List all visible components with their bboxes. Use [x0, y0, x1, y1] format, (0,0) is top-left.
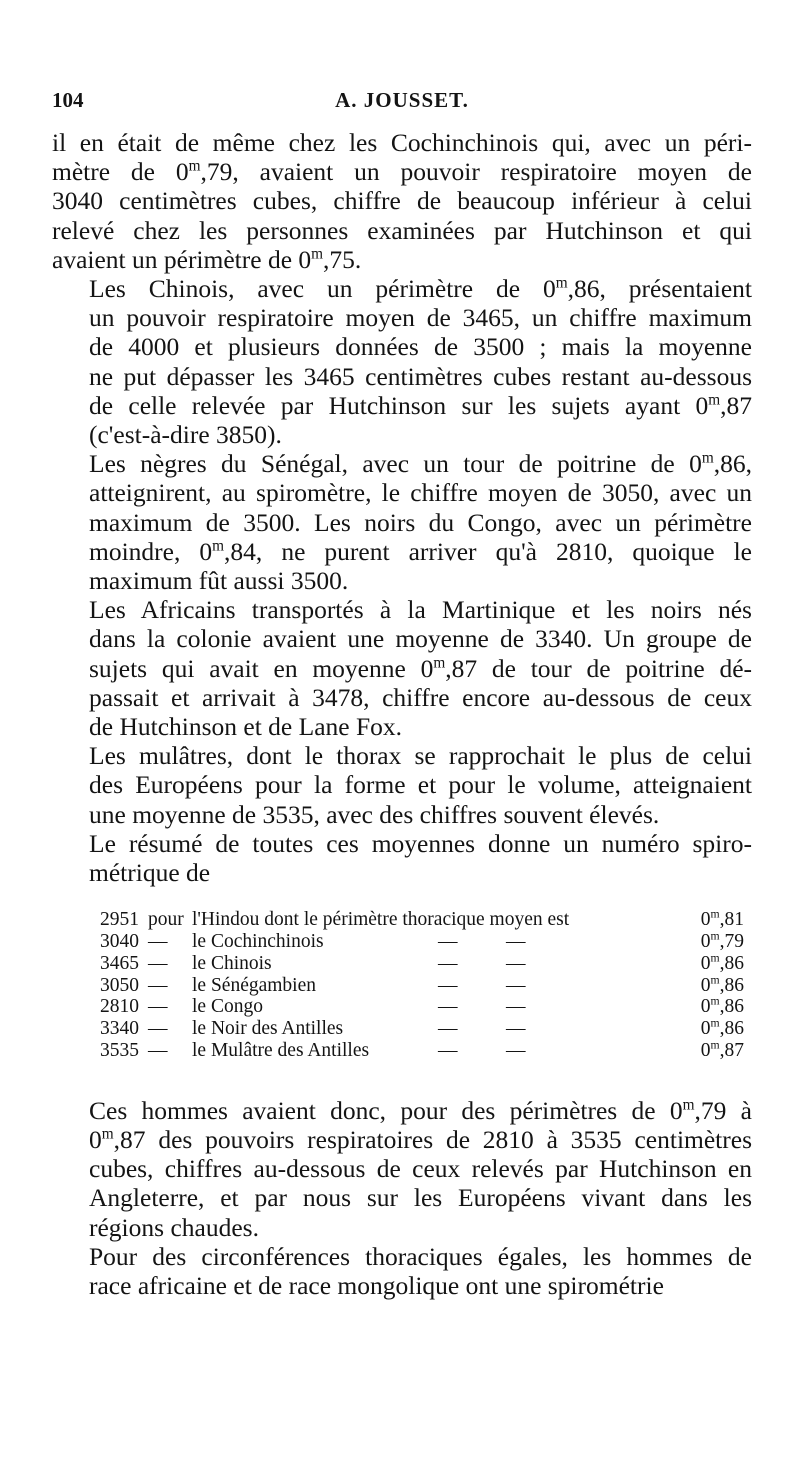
ditto-mark: — [506, 1040, 526, 1062]
text-line: Ces hommes avaient donc, pour des périmètres de 0$^m$,79 à [89, 1095, 752, 1125]
top-paragraph [52, 829, 752, 887]
page-header [52, 88, 752, 118]
text-line: Angleterre, et par nous sur les Européens vivant dans les [89, 1183, 752, 1213]
ditto-mark: — [506, 996, 526, 1018]
spirometry-value: 3465 [100, 952, 139, 974]
pour-text: — [148, 1040, 168, 1062]
ditto-mark: — [506, 952, 526, 974]
spirometry-value: 2810 [100, 996, 139, 1018]
ditto-mark: — [506, 974, 526, 996]
population-name: le Noir des Antilles [192, 1018, 344, 1040]
text-line: 3040 centimètres cubes, chiffre de beaucoup inférieur à celui [52, 186, 752, 216]
text-block-top [52, 128, 752, 887]
text-line: un pouvoir respiratoire moyen de 3465, un chiffre maximum [89, 303, 752, 333]
population-name: le Mulâtre des Antilles [192, 1040, 370, 1062]
text-line: Pour des circonférences thoraciques égales, les hommes de [89, 1241, 752, 1271]
pour-text: — [148, 1018, 168, 1040]
page-body [52, 128, 752, 1300]
spirometry-value: 3340 [100, 1018, 139, 1040]
text-line: des Européens pour la forme et pour le volume, atteignaient [89, 770, 752, 800]
text-line: relevé chez les personnes examinées par Hutchinson et qui [52, 215, 752, 245]
ditto-mark [438, 909, 506, 931]
text-line: régions chaudes. [89, 1212, 259, 1242]
table-row [100, 1040, 754, 1062]
text-line: de celle relevée par Hutchinson sur les sujets ayant 0$^m$,87 [89, 390, 752, 420]
population-name: l'Hindou dont le périmètre thoracique moyen est [192, 909, 570, 931]
spirometry-value: 3535 [100, 1040, 139, 1062]
text-line: mètre de 0$^m$,79, avaient un pouvoir respiratoire moyen de [52, 157, 752, 187]
table-row [100, 1018, 754, 1040]
text-line: métrique de [89, 858, 211, 888]
ditto-mark: — [506, 1018, 526, 1040]
population-name: le Congo [192, 996, 263, 1018]
text-line: Les nègres du Sénégal, avec un tour de poitrine de 0$^m$,86, [89, 449, 752, 479]
table-row [100, 953, 754, 975]
running-title: A. JOUSSET. [335, 88, 469, 112]
pour-text: — [148, 931, 168, 953]
ditto-mark: — [438, 1040, 458, 1062]
ditto-mark: — [506, 931, 526, 953]
text-line: race africaine et de race mongolique ont une spirométrie [89, 1271, 664, 1301]
page-number: 104 [52, 88, 84, 112]
top-paragraph [52, 595, 752, 741]
text-line: cubes, chiffres au-dessous de ceux relevés par Hutchinson en [89, 1154, 752, 1184]
text-line: une moyenne de 3535, avec des chiffres souvent élevés. [89, 799, 660, 829]
spirometry-value: 2951 [100, 909, 139, 931]
text-line: Le résumé de toutes ces moyennes donne un numéro spiro- [89, 828, 752, 858]
text-line: avaient un périmètre de 0$^m$,75. [52, 244, 362, 274]
thoracic-perimeter: 0$^m$,87 [700, 1038, 744, 1062]
ditto-mark: — [438, 1018, 458, 1040]
top-paragraph [52, 128, 752, 274]
text-line: Les mulâtres, dont le thorax se rapprochait le plus de celui [89, 741, 752, 771]
pour-text: — [148, 996, 168, 1018]
text-line: Les Africains transportés à la Martinique et les noirs nés [89, 595, 752, 625]
text-line: maximum fût aussi 3500. [89, 566, 349, 596]
pour-text: pour [148, 909, 184, 931]
ditto-mark: — [438, 974, 458, 996]
text-line: atteignirent, au spiromètre, le chiffre moyen de 3050, avec un [89, 478, 752, 508]
spirometry-value: 3040 [100, 931, 139, 953]
thoracic-perimeter: 0$^m$,79 [700, 929, 744, 953]
population-name: le Chinois [192, 952, 272, 974]
top-paragraph [52, 274, 752, 449]
pour-text: — [148, 952, 168, 974]
top-paragraph [52, 741, 752, 829]
table-row [100, 909, 754, 931]
top-paragraph [52, 449, 752, 595]
thoracic-perimeter: 0$^m$,86 [700, 951, 744, 974]
bottom-paragraph [52, 1096, 752, 1242]
ditto-mark [506, 909, 586, 931]
ditto-mark: — [438, 931, 458, 953]
thoracic-perimeter: 0$^m$,86 [700, 1016, 744, 1040]
text-block-bottom [52, 1096, 752, 1300]
text-line: dans la colonie avaient une moyenne de 3340. Un groupe de [89, 624, 752, 654]
text-line: (c'est-à-dire 3850). [89, 420, 282, 450]
thoracic-perimeter: 0$^m$,86 [700, 973, 744, 996]
text-line: ne put dépasser les 3465 centimètres cubes restant au-dessous [89, 361, 752, 391]
text-line: maximum de 3500. Les noirs du Congo, avec un périmètre [89, 507, 752, 537]
population-name: le Cochinchinois [192, 931, 324, 953]
population-name: le Sénégambien [192, 974, 316, 996]
text-line: Les Chinois, avec un périmètre de 0$^m$,86, présentaient [89, 274, 752, 304]
text-line: passait et arrivait à 3478, chiffre encore au-dessous de ceux [89, 682, 752, 712]
text-line: moindre, 0$^m$,84, ne purent arriver qu'à 2810, quoique le [89, 536, 752, 566]
table-row [100, 931, 754, 953]
ditto-mark: — [438, 952, 458, 974]
text-line: de Hutchinson et de Lane Fox. [89, 712, 403, 742]
text-line: sujets qui avait en moyenne 0$^m$,87 de tour de poitrine dé- [89, 653, 753, 683]
text-line: de 4000 et plusieurs données de 3500 ; mais la moyenne [89, 332, 752, 362]
spirometry-value: 3050 [100, 974, 139, 996]
text-line: 0$^m$,87 des pouvoirs respiratoires de 2810 à 3535 centimètres [89, 1125, 752, 1155]
spirometry-summary-table [100, 909, 754, 1062]
pour-text: — [148, 974, 168, 996]
thoracic-perimeter: 0$^m$,81 [700, 907, 744, 931]
ditto-mark: — [438, 996, 458, 1018]
table-row [100, 975, 754, 997]
bottom-paragraph [52, 1242, 752, 1300]
text-line: il en était de même chez les Cochinchinois qui, avec un péri- [52, 128, 752, 157]
thoracic-perimeter: 0$^m$,86 [700, 994, 744, 1018]
table-row [100, 996, 754, 1018]
